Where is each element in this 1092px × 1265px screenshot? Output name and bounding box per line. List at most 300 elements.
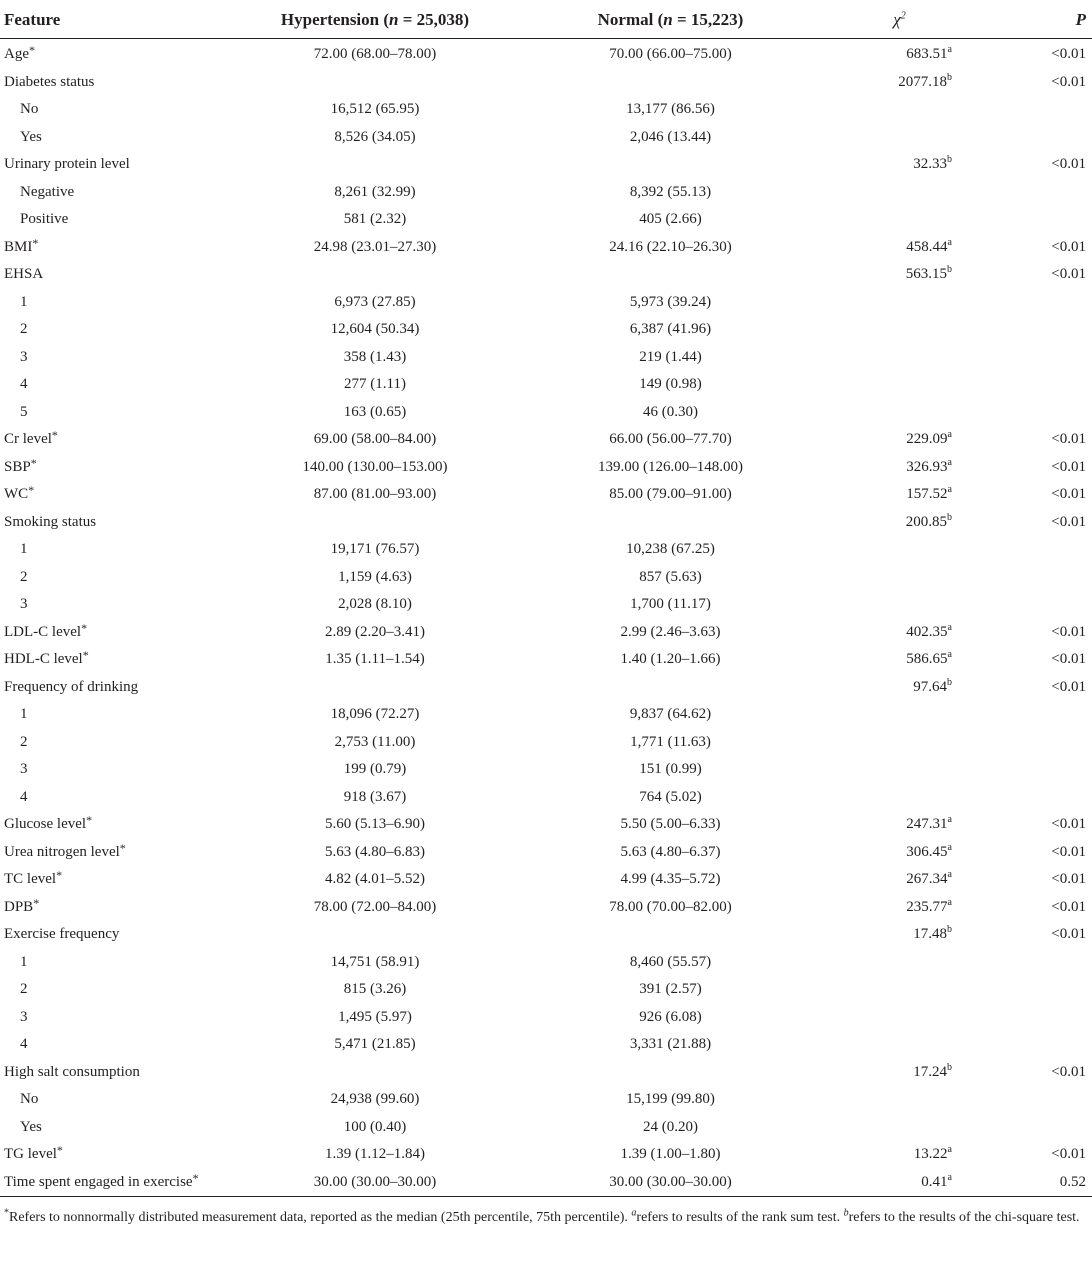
table-row: [0, 234, 1092, 262]
chi-square-value: [827, 756, 972, 784]
feature-label: 1: [20, 293, 28, 310]
feature-cell: [0, 674, 236, 702]
test-marker: a: [947, 1144, 952, 1156]
hypertension-value: [236, 261, 514, 289]
chi-square-value: [827, 206, 972, 234]
feature-cell: [0, 96, 236, 124]
hypertension-value: [236, 69, 514, 97]
p-value: [972, 591, 1092, 619]
hypertension-value: 199 (0.79): [343, 761, 407, 778]
feature-cell: [0, 481, 236, 509]
feature-label: Exercise frequency: [4, 926, 120, 943]
normal-value: [514, 261, 827, 289]
table-row: [0, 399, 1092, 427]
hypertension-value: 19,171 (76.57): [330, 541, 420, 558]
table-row: [0, 756, 1092, 784]
table-row: [0, 921, 1092, 949]
footnote-text-3: refers to the results of the chi-square test.: [848, 1210, 1080, 1225]
table-row: [0, 1086, 1092, 1114]
feature-cell: [0, 894, 236, 922]
chi-square-value: [827, 701, 972, 729]
chi-number: 458.44: [906, 238, 948, 255]
hypertension-value: 2,028 (8.10): [338, 596, 412, 613]
test-marker: a: [947, 429, 952, 441]
table-row: [0, 179, 1092, 207]
chi-number: 0.41: [921, 1173, 948, 1190]
feature-cell: [0, 234, 236, 262]
p-value: [972, 206, 1092, 234]
normal-value: 70.00 (66.00–75.00): [609, 46, 732, 63]
feature-cell: [0, 866, 236, 894]
normal-value: 2,046 (13.44): [629, 128, 712, 145]
hypertension-value: 87.00 (81.00–93.00): [313, 486, 437, 503]
table-row: [0, 1169, 1092, 1197]
hypertension-value: 1.35 (1.11–1.54): [325, 651, 425, 668]
table-row: [0, 564, 1092, 592]
feature-label: 3: [20, 596, 28, 613]
normal-value: 219 (1.44): [639, 348, 702, 365]
hypertension-value: 30.00 (30.00–30.00): [236, 1169, 514, 1197]
header-chi-superscript: 2: [900, 9, 906, 21]
feature-label: 4: [20, 376, 28, 393]
chi-square-value: [827, 1141, 972, 1169]
normal-value: 5.50 (5.00–6.33): [620, 816, 721, 833]
test-marker: b: [947, 1061, 952, 1073]
normal-value: 66.00 (56.00–77.70): [609, 431, 732, 448]
normal-value: [514, 509, 827, 537]
hypertension-value: 2.89 (2.20–3.41): [325, 623, 425, 640]
p-value: [972, 124, 1092, 152]
feature-cell: [0, 564, 236, 592]
table-row: [0, 289, 1092, 317]
normal-value: 46 (0.30): [643, 403, 698, 420]
nonnormal-marker: *: [192, 1170, 199, 1185]
normal-value: 2.99 (2.46–3.63): [620, 623, 721, 640]
feature-label: BMI: [4, 238, 33, 255]
hypertension-value: 4.82 (4.01–5.52): [325, 871, 425, 888]
feature-label: Yes: [20, 128, 42, 145]
chi-number: 97.64: [913, 678, 947, 695]
p-value: <0.01: [1051, 623, 1086, 640]
table-row: [0, 1031, 1092, 1059]
feature-cell: [0, 1004, 236, 1032]
p-value: <0.01: [1051, 73, 1086, 90]
feature-label: HDL-C level: [4, 651, 83, 668]
test-marker: a: [947, 814, 952, 826]
feature-label: LDL-C level: [4, 623, 82, 640]
p-value: <0.01: [1051, 843, 1086, 860]
test-marker: a: [947, 896, 952, 908]
feature-cell: [0, 536, 236, 564]
test-marker: a: [947, 841, 952, 853]
table-row: [0, 69, 1092, 97]
hypertension-value: 358 (1.43): [343, 348, 407, 365]
normal-value: 926 (6.08): [639, 1008, 702, 1025]
hypertension-value: 2,753 (11.00): [334, 733, 416, 750]
normal-value: 24 (0.20): [643, 1118, 698, 1135]
chi-square-value: [827, 536, 972, 564]
header-hypertension-n: n: [389, 9, 399, 29]
p-value: [972, 1086, 1092, 1114]
chi-square-value: [827, 124, 972, 152]
nonnormal-marker: *: [29, 43, 35, 58]
header-normal-n: n: [663, 9, 673, 29]
feature-label: 4: [20, 788, 28, 805]
p-value: <0.01: [1051, 513, 1086, 530]
feature-cell: [0, 1169, 236, 1197]
feature-label: Age: [4, 46, 29, 63]
feature-cell: [0, 756, 236, 784]
test-marker: a: [947, 1171, 952, 1183]
feature-label: Urinary protein level: [4, 156, 130, 173]
table-row: [0, 426, 1092, 454]
p-value: <0.01: [1051, 458, 1086, 475]
hypertension-value: 1,159 (4.63): [338, 568, 412, 585]
normal-value: [514, 921, 827, 949]
chi-square-value: [827, 591, 972, 619]
test-marker: b: [947, 676, 952, 688]
chi-square-value: [827, 96, 972, 124]
feature-cell: [0, 784, 236, 812]
feature-cell: [0, 151, 236, 179]
normal-value: 391 (2.57): [639, 981, 702, 998]
feature-cell: [0, 371, 236, 399]
chi-square-value: [827, 839, 972, 867]
table-row: [0, 894, 1092, 922]
p-value: [972, 179, 1092, 207]
test-marker: a: [947, 649, 952, 661]
normal-value: 4.99 (4.35–5.72): [620, 871, 721, 888]
feature-label: SBP: [4, 458, 31, 475]
feature-cell: [0, 289, 236, 317]
chi-square-value: [827, 371, 972, 399]
hypertension-value: [236, 674, 514, 702]
hypertension-value: 1.39 (1.12–1.84): [325, 1146, 425, 1163]
test-marker: b: [947, 71, 952, 83]
nonnormal-marker: *: [56, 868, 63, 883]
test-marker: a: [947, 621, 952, 633]
hypertension-value: 6,973 (27.85): [334, 293, 416, 310]
chi-square-value: [827, 1031, 972, 1059]
table-row: [0, 839, 1092, 867]
feature-cell: [0, 1059, 236, 1087]
table-row: [0, 481, 1092, 509]
chi-square-value: [827, 866, 972, 894]
hypertension-value: 163 (0.65): [343, 403, 407, 420]
chi-square-value: [827, 564, 972, 592]
hypertension-value: 16,512 (65.95): [330, 101, 420, 118]
normal-value: 78.00 (70.00–82.00): [609, 898, 732, 915]
chi-square-value: [827, 509, 972, 537]
p-value: [972, 756, 1092, 784]
p-value: <0.01: [1051, 266, 1086, 283]
feature-cell: [0, 261, 236, 289]
normal-value: 1,771 (11.63): [630, 733, 711, 750]
normal-value: 405 (2.66): [639, 211, 702, 228]
normal-value: 1.39 (1.00–1.80): [620, 1146, 721, 1163]
normal-value: 3,331 (21.88): [629, 1036, 712, 1053]
normal-value: 10,238 (67.25): [626, 541, 715, 558]
chi-number: 683.51: [906, 46, 948, 63]
normal-value: 13,177 (86.56): [626, 101, 715, 118]
feature-cell: [0, 316, 236, 344]
hypertension-value: 72.00 (68.00–78.00): [313, 46, 437, 63]
feature-label: Positive: [20, 211, 69, 228]
feature-cell: [0, 454, 236, 482]
nonnormal-marker: *: [119, 840, 126, 855]
p-value: [972, 1114, 1092, 1142]
table-row: [0, 1141, 1092, 1169]
chi-square-value: [827, 674, 972, 702]
chi-square-value: [827, 426, 972, 454]
test-marker: a: [947, 484, 952, 496]
p-value: <0.01: [1051, 651, 1086, 668]
table-row: [0, 151, 1092, 179]
test-marker: b: [947, 264, 952, 276]
hypertension-value: [236, 509, 514, 537]
p-value: [972, 96, 1092, 124]
feature-cell: [0, 124, 236, 152]
normal-value: 5,973 (39.24): [629, 293, 712, 310]
p-value: 0.52: [972, 1169, 1092, 1197]
header-hypertension: [236, 0, 514, 39]
hypertension-value: 140.00 (130.00–153.00): [302, 458, 448, 475]
normal-value: 9,837 (64.62): [629, 706, 712, 723]
normal-value: [514, 674, 827, 702]
table-row: [0, 96, 1092, 124]
chi-square-value: [827, 399, 972, 427]
feature-cell: [0, 839, 236, 867]
chi-square-value: [827, 454, 972, 482]
test-marker: a: [947, 456, 952, 468]
chi-square-value: [827, 1004, 972, 1032]
chi-number: 17.48: [913, 926, 947, 943]
hypertension-value: 14,751 (58.91): [330, 953, 420, 970]
header-p-value: P: [972, 0, 1092, 39]
table-row: [0, 454, 1092, 482]
normal-value: 149 (0.98): [639, 376, 702, 393]
chi-square-value: [827, 179, 972, 207]
table-row: [0, 811, 1092, 839]
feature-label: 3: [20, 761, 28, 778]
table-row: [0, 344, 1092, 372]
chi-square-value: [827, 949, 972, 977]
p-value: <0.01: [1051, 678, 1086, 695]
table-row: [0, 206, 1092, 234]
table-row: [0, 1004, 1092, 1032]
chi-square-value: [827, 921, 972, 949]
hypertension-value: 918 (3.67): [343, 788, 407, 805]
header-normal-prefix: Normal (: [597, 9, 664, 29]
feature-cell: [0, 179, 236, 207]
table-row: [0, 536, 1092, 564]
header-normal: [514, 0, 827, 39]
feature-cell: [0, 509, 236, 537]
p-value: <0.01: [1051, 486, 1086, 503]
normal-value: 151 (0.99): [639, 761, 702, 778]
chi-number: 13.22: [913, 1146, 948, 1163]
p-value: <0.01: [1051, 46, 1086, 63]
hypertension-value: 24,938 (99.60): [330, 1091, 420, 1108]
feature-cell: [0, 399, 236, 427]
hypertension-value: 277 (1.11): [344, 376, 406, 393]
chi-square-value: [827, 289, 972, 317]
chi-number: 2077.18: [898, 73, 947, 90]
feature-label: Urea nitrogen level: [4, 843, 120, 860]
footnote-a-mark: a: [631, 1207, 637, 1219]
hypertension-value: 100 (0.40): [343, 1118, 407, 1135]
feature-label: 2: [20, 733, 28, 750]
feature-label: WC: [4, 486, 29, 503]
normal-value: 85.00 (79.00–91.00): [609, 486, 732, 503]
feature-cell: [0, 949, 236, 977]
table-row: [0, 1059, 1092, 1087]
feature-cell: [0, 1086, 236, 1114]
header-normal-suffix: = 15,223): [672, 9, 744, 29]
chi-number: 235.77: [906, 898, 948, 915]
normal-value: [514, 1059, 827, 1087]
feature-label: TC level: [4, 871, 57, 888]
hypertension-value: 24.98 (23.01–27.30): [313, 238, 437, 255]
table-body: [0, 39, 1092, 1197]
chi-number: 200.85: [905, 513, 947, 530]
nonnormal-marker: *: [82, 648, 89, 663]
chi-number: 586.65: [906, 651, 948, 668]
feature-label: No: [20, 101, 39, 118]
feature-cell: [0, 976, 236, 1004]
normal-value: 6,387 (41.96): [629, 321, 712, 338]
p-value: <0.01: [1051, 238, 1086, 255]
feature-cell: [0, 1114, 236, 1142]
feature-label: 5: [20, 403, 28, 420]
test-marker: b: [947, 924, 952, 936]
table-row: [0, 949, 1092, 977]
nonnormal-marker: *: [28, 483, 35, 498]
feature-cell: [0, 426, 236, 454]
feature-cell: [0, 811, 236, 839]
chi-square-value: [827, 976, 972, 1004]
chi-square-value: [827, 1086, 972, 1114]
chi-square-value: [827, 481, 972, 509]
p-value: <0.01: [1051, 431, 1086, 448]
hypertension-value: 78.00 (72.00–84.00): [313, 898, 437, 915]
feature-cell: [0, 729, 236, 757]
footnote-text-2: refers to results of the rank sum test.: [636, 1210, 844, 1225]
p-value: [972, 729, 1092, 757]
table-footnote: [4, 1207, 1084, 1228]
feature-label: 2: [20, 981, 28, 998]
hypertension-value: 8,526 (34.05): [334, 128, 416, 145]
table-row: [0, 124, 1092, 152]
feature-label: 3: [20, 348, 28, 365]
feature-cell: [0, 206, 236, 234]
chi-square-value: [827, 261, 972, 289]
table-row: [0, 261, 1092, 289]
feature-cell: [0, 619, 236, 647]
normal-value: [514, 151, 827, 179]
normal-value: 764 (5.02): [639, 788, 702, 805]
chi-square-value: [827, 316, 972, 344]
feature-label: No: [20, 1091, 39, 1108]
feature-cell: [0, 69, 236, 97]
header-hypertension-suffix: = 25,038): [398, 9, 470, 29]
table-row: [0, 371, 1092, 399]
hypertension-value: 8,261 (32.99): [334, 183, 416, 200]
p-value: <0.01: [1051, 156, 1086, 173]
normal-value: 15,199 (99.80): [626, 1091, 715, 1108]
feature-label: 2: [20, 568, 28, 585]
feature-label: High salt consumption: [4, 1063, 140, 1080]
p-value: [972, 1004, 1092, 1032]
feature-cell: [0, 39, 236, 69]
chi-number: 17.24: [913, 1063, 947, 1080]
chi-square-value: [827, 811, 972, 839]
hypertension-value: 815 (3.26): [343, 981, 407, 998]
chi-number: 229.09: [906, 431, 948, 448]
feature-label: 1: [20, 953, 28, 970]
normal-value: 5.63 (4.80–6.37): [620, 843, 721, 860]
p-value: [972, 371, 1092, 399]
nonnormal-marker: *: [32, 235, 39, 250]
table-row: [0, 674, 1092, 702]
chi-number: 402.35: [906, 623, 948, 640]
nonnormal-marker: *: [86, 813, 93, 828]
chi-number: 306.45: [906, 843, 948, 860]
normal-value: 857 (5.63): [639, 568, 702, 585]
chi-square-value: [827, 151, 972, 179]
p-value: [972, 949, 1092, 977]
feature-label: Yes: [20, 1118, 42, 1135]
table-row: [0, 591, 1092, 619]
p-value: <0.01: [1051, 898, 1086, 915]
header-hypertension-prefix: Hypertension (: [280, 9, 390, 29]
normal-value: [514, 69, 827, 97]
feature-label: 3: [20, 1008, 28, 1025]
p-value: [972, 399, 1092, 427]
hypertension-value: 581 (2.32): [343, 211, 407, 228]
feature-label: Diabetes status: [4, 73, 95, 90]
chi-square-value: [827, 1169, 972, 1197]
p-value: [972, 564, 1092, 592]
p-value: <0.01: [1051, 1146, 1086, 1163]
feature-label: Negative: [20, 183, 75, 200]
chi-number: 247.31: [906, 816, 948, 833]
normal-value: 8,460 (55.57): [629, 953, 712, 970]
chi-square-value: [827, 234, 972, 262]
p-value: [972, 344, 1092, 372]
feature-label: Smoking status: [4, 513, 97, 530]
chi-square-value: [827, 344, 972, 372]
table-row: [0, 316, 1092, 344]
normal-value: 30.00 (30.00–30.00): [514, 1169, 827, 1197]
chi-number: 326.93: [906, 458, 948, 475]
table-row: [0, 39, 1092, 69]
test-marker: a: [947, 869, 952, 881]
nonnormal-marker: *: [51, 428, 58, 443]
table-row: [0, 729, 1092, 757]
header-chi-square: [827, 0, 972, 39]
header-row: [0, 0, 1092, 39]
p-value: [972, 316, 1092, 344]
chi-number: 32.33: [913, 156, 947, 173]
feature-label: Frequency of drinking: [4, 678, 139, 695]
footnote-b-mark: b: [843, 1207, 849, 1219]
test-marker: b: [947, 511, 952, 523]
feature-label: 1: [20, 706, 28, 723]
chi-square-value: [827, 1059, 972, 1087]
hypertension-value: 69.00 (58.00–84.00): [313, 431, 437, 448]
feature-cell: [0, 344, 236, 372]
